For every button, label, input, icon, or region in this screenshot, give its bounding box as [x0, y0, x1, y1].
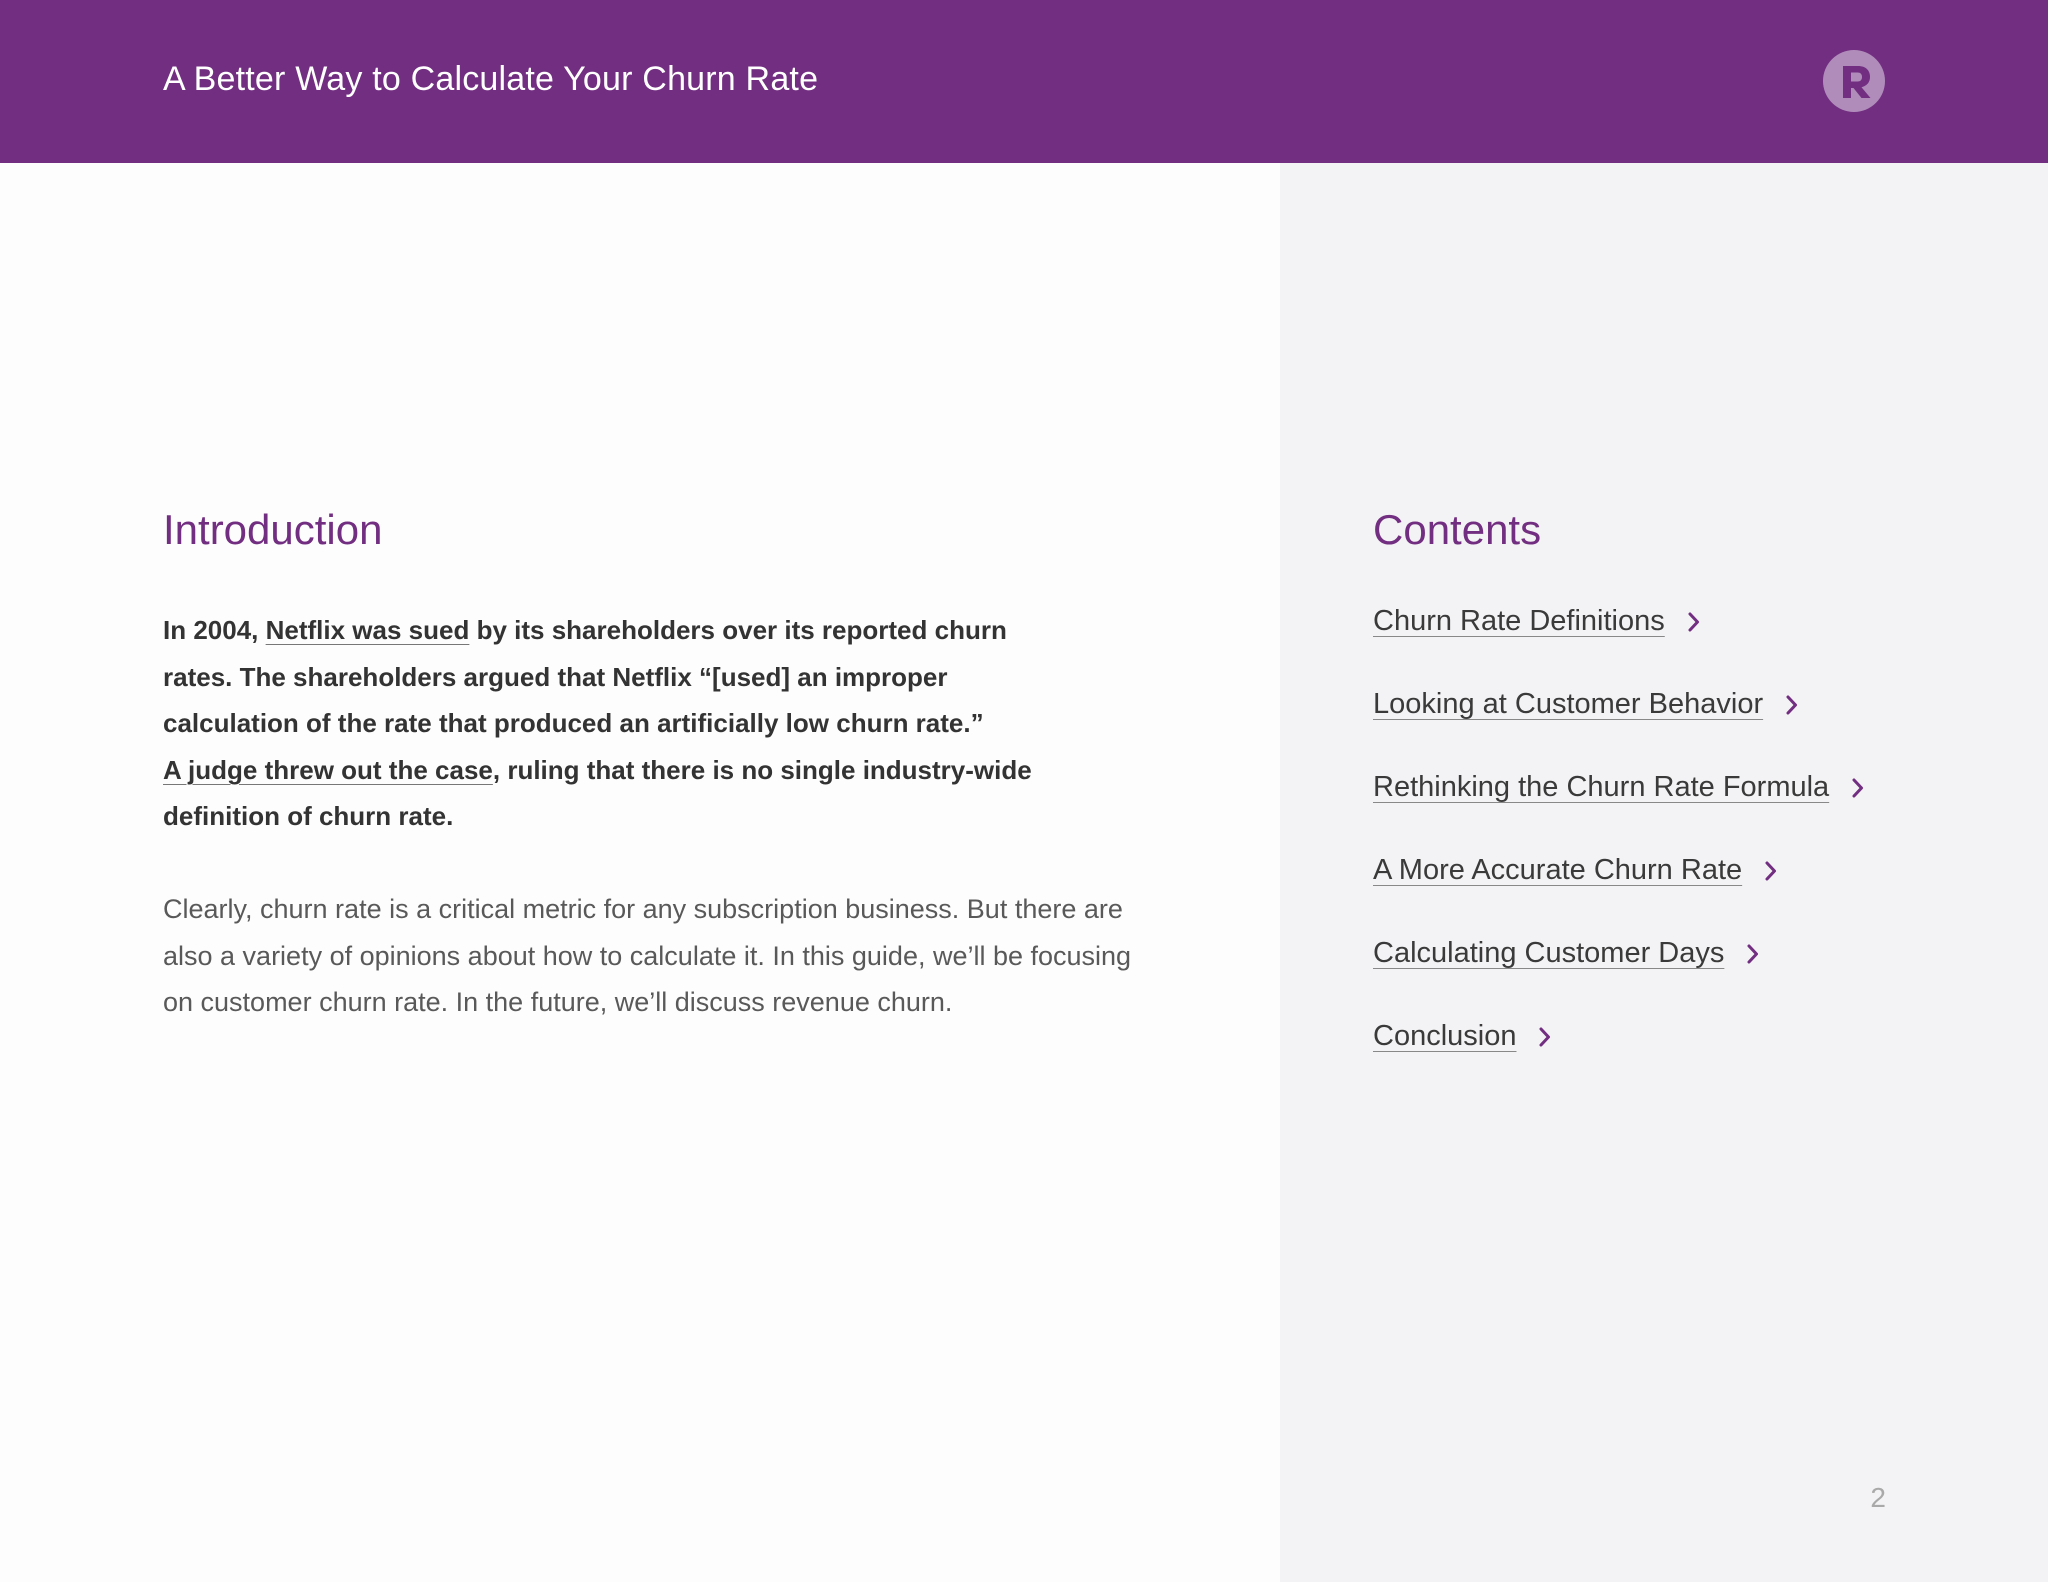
toc-link[interactable]: A More Accurate Churn Rate — [1373, 854, 1743, 886]
chevron-right-icon[interactable] — [1851, 777, 1865, 799]
toc-item-churn-rate-definitions[interactable] — [1373, 605, 1865, 688]
netflix-sued-link[interactable]: Netflix was sued — [265, 615, 470, 645]
body-line-1: Clearly, churn rate is a critical metric for any subscription business. But there are — [163, 894, 1123, 924]
chevron-right-icon[interactable] — [1764, 860, 1778, 882]
lead-line-1-start: In 2004, — [163, 615, 266, 645]
lead-line-1 — [163, 607, 1063, 654]
intro-body-paragraph — [163, 886, 1183, 1026]
page-number: 2 — [1870, 1482, 1886, 1513]
lead-line-5: definition of churn rate. — [163, 801, 454, 831]
chevron-right-icon[interactable] — [1785, 694, 1799, 716]
contents-heading: Contents — [1373, 506, 1542, 553]
toc-link[interactable]: Looking at Customer Behavior — [1373, 688, 1764, 720]
introduction-heading: Introduction — [163, 506, 383, 553]
toc-item-calculating-customer-days[interactable] — [1373, 937, 1865, 1020]
body-line-3: on customer churn rate. In the future, we’ll discuss revenue churn. — [163, 987, 953, 1017]
header-bar — [0, 0, 2048, 163]
toc-link[interactable]: Calculating Customer Days — [1373, 937, 1725, 969]
lead-line-3: calculation of the rate that produced an artificially low churn rate.” — [163, 708, 984, 738]
lead-line-4 — [163, 747, 1063, 794]
chevron-right-icon[interactable] — [1746, 943, 1760, 965]
toc-link[interactable]: Conclusion — [1373, 1020, 1517, 1052]
toc-link[interactable]: Rethinking the Churn Rate Formula — [1373, 771, 1830, 803]
lead-line-2: rates. The shareholders argued that Netflix “[used] an improper — [163, 661, 948, 692]
intro-lead-paragraph — [163, 607, 1063, 840]
judge-threw-out-case-link[interactable]: A judge threw out the case — [163, 754, 493, 785]
document-title: A Better Way to Calculate Your Churn Rate — [163, 60, 819, 98]
toc-item-a-more-accurate-churn-rate[interactable] — [1373, 854, 1865, 937]
toc-item-conclusion[interactable] — [1373, 1020, 1865, 1103]
recurly-r-logo-icon[interactable] — [1823, 50, 1885, 112]
lead-line-1-end: by its shareholders over its reported churn — [469, 615, 1007, 645]
chevron-right-icon[interactable] — [1687, 611, 1701, 633]
table-of-contents — [1373, 605, 1865, 1103]
toc-item-rethinking-the-churn-rate-formula[interactable] — [1373, 771, 1865, 854]
lead-line-4-end: , ruling that there is no single industry-wide — [492, 754, 1032, 785]
body-line-2: also a variety of opinions about how to calculate it. In this guide, we’ll be focusing — [163, 940, 1132, 971]
chevron-right-icon[interactable] — [1538, 1026, 1552, 1048]
toc-link[interactable]: Churn Rate Definitions — [1373, 605, 1665, 637]
toc-item-looking-at-customer-behavior[interactable] — [1373, 688, 1865, 771]
